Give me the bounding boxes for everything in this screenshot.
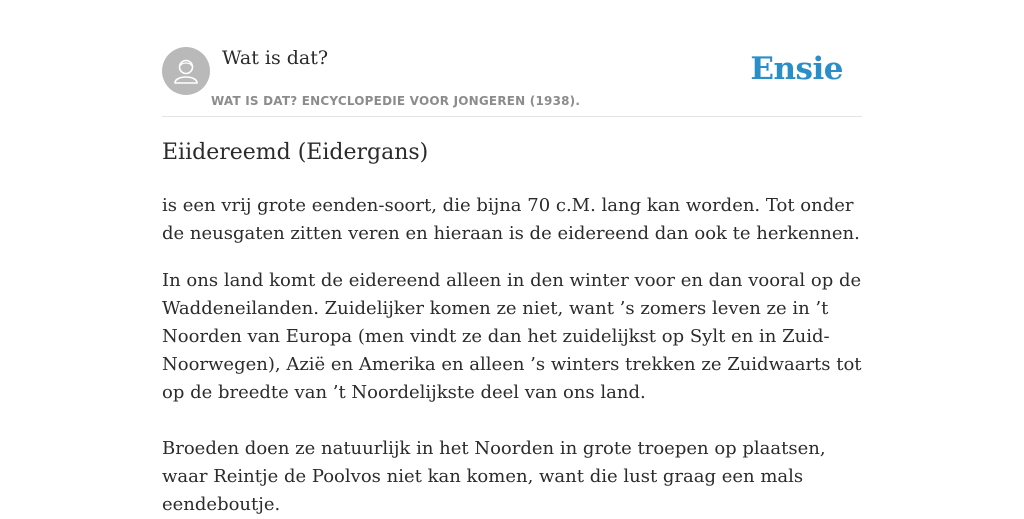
article-paragraph: Broeden doen ze natuurlijk in het Noorden in grote troepen op plaatsen, waar Reintje de Poolvos niet kan komen, want die lust graag een mals eendeboutje.	[162, 438, 826, 515]
article-paragraph: In ons land komt de eidereend alleen in den winter voor en dan vooral op de Waddeneilanden. Zuidelijker komen ze niet, want ’s zomers leven ze in ’t Noorden van Europa (men vindt ze dan het zuidelijkst op Sylt en in Zuid-Noorwegen), Azië en Amerika en alleen ’s winters trekken ze Zuidwaarts tot op de breedte van ’t Noordelijkste deel van ons land.	[162, 270, 862, 403]
brand-logo[interactable]: Ensie	[750, 51, 843, 87]
user-icon	[162, 47, 210, 95]
avatar[interactable]	[162, 47, 210, 95]
article-paragraph: is een vrij grote eenden-soort, die bijna 70 c.M. lang kan worden. Tot onder de neusgaten zitten veren en hieraan is de eidereend dan ook te herkennen.	[162, 195, 860, 244]
source-header	[162, 46, 862, 117]
article-title: Eiidereemd (Eidergans)	[162, 140, 429, 165]
source-title[interactable]: Wat is dat?	[222, 47, 329, 69]
source-subtitle[interactable]: WAT IS DAT? ENCYCLOPEDIE VOOR JONGEREN (1938).	[211, 94, 581, 108]
